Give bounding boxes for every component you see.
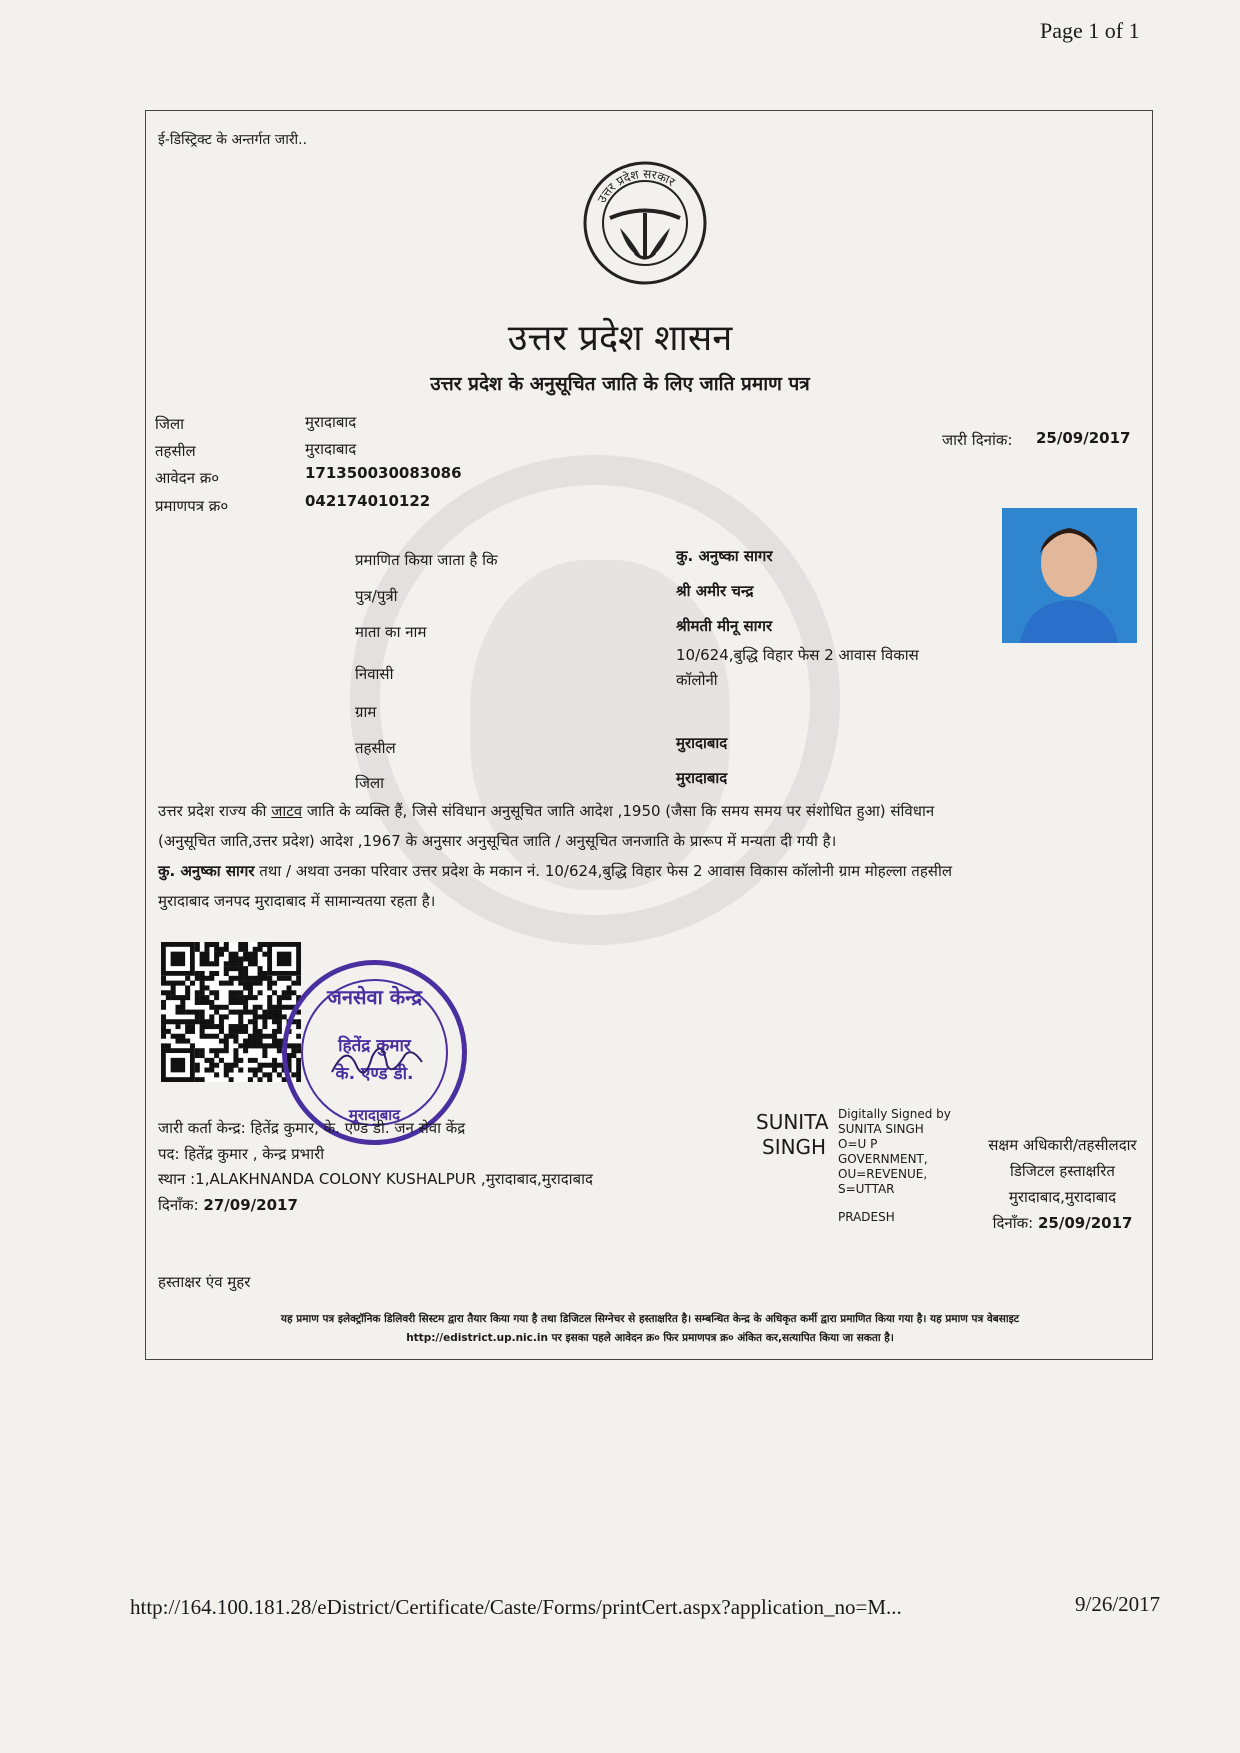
issuer-date <box>158 1195 298 1215</box>
svg-text:उत्तर प्रदेश सरकार <box>595 167 679 205</box>
authority-date-label: दिनाँक: <box>992 1214 1034 1232</box>
print-date: 9/26/2017 <box>1075 1592 1161 1616</box>
signer-first-name: SUNITA <box>756 1110 829 1134</box>
body-line2: (अनुसूचित जाति,उत्तर प्रदेश) आदेश ,1967 के अनुसार अनुसूचित जाति / अनुसूचित जनजाति के प्रारूप में मन्यता दी गयी है। <box>158 832 837 850</box>
district-value: मुरादाबाद <box>305 413 357 431</box>
signer-last-name: SINGH <box>762 1135 827 1159</box>
up-government-emblem-icon <box>580 158 710 288</box>
issuer-post: पद: हितेंद्र कुमार , केन्द्र प्रभारी <box>158 1145 325 1163</box>
stamp-inner-line2: के. एण्ड डी. <box>335 1064 414 1084</box>
issue-date-value: 25/09/2017 <box>1036 429 1131 447</box>
sig-detail-line: Digitally Signed by <box>838 1107 951 1121</box>
authority-date-value: 25/09/2017 <box>1037 1214 1133 1232</box>
resident-address-line1: 10/624,बुद्धि विहार फेस 2 आवास विकास <box>676 646 919 664</box>
child-of-label: पुत्र/पुत्री <box>355 587 398 605</box>
certificate-label: प्रमाणपत्र क्र० <box>155 497 229 515</box>
body-line1-pre: उत्तर प्रदेश राज्य की <box>158 802 272 820</box>
issuer-date-value: 27/09/2017 <box>203 1196 298 1214</box>
stamp-top-text: जनसेवा केन्द्र <box>327 985 422 1009</box>
resident-label: निवासी <box>355 665 394 683</box>
page-label: Page 1 of 1 <box>1040 18 1140 43</box>
edistrict-note: ई-डिस्ट्रिक्ट के अन्तर्गत जारी.. <box>158 132 308 148</box>
digital-signature-details <box>838 1107 951 1197</box>
tehsil-label: तहसील <box>155 442 196 460</box>
application-number: 171350030083086 <box>305 464 462 482</box>
details-tehsil-label: तहसील <box>355 739 396 757</box>
handwritten-signature <box>327 1037 427 1087</box>
village-label: ग्राम <box>355 703 377 721</box>
mother-label: माता का नाम <box>355 623 427 641</box>
applicant-name: कु. अनुष्का सागर <box>676 547 773 565</box>
sig-detail-line: S=UTTAR <box>838 1182 895 1196</box>
stamp-bottom-text: मुरादाबाद <box>348 1106 401 1124</box>
page-subtitle: उत्तर प्रदेश के अनुसूचित जाति के लिए जाति प्रमाण पत्र <box>430 373 810 395</box>
issue-date-label: जारी दिनांक: <box>942 431 1013 449</box>
issuer-place: स्थान :1,ALAKHNANDA COLONY KUSHALPUR ,मुरादाबाद,मुरादाबाद <box>158 1170 593 1188</box>
sig-detail-line: GOVERNMENT, <box>838 1152 928 1166</box>
sig-detail-line: OU=REVENUE, <box>838 1167 928 1181</box>
body-applicant-name: कु. अनुष्का सागर <box>158 862 255 880</box>
application-label: आवेदन क्र० <box>155 469 220 487</box>
father-name: श्री अमीर चन्द्र <box>676 582 754 600</box>
details-district-label: जिला <box>355 774 385 792</box>
body-line3: तथा / अथवा उनका परिवार उत्तर प्रदेश के मकान नं. 10/624,बुद्धि विहार फेस 2 आवास विकास कॉलोनी ग्राम मोहल्ला तहसील <box>254 862 952 880</box>
certificate-number: 042174010122 <box>305 492 431 510</box>
page-title: उत्तर प्रदेश शासन <box>507 318 733 359</box>
body-line1-post: जाति के व्यक्ति हैं, जिसे संविधान अनुसूचित जाति आदेश ,1950 (जैसा कि समय समय पर संशोधित हुआ) संविधान <box>302 802 935 820</box>
authority-designation: सक्षम अधिकारी/तहसीलदार <box>988 1136 1137 1154</box>
signature-seal-label: हस्ताक्षर एंव मुहर <box>158 1273 251 1291</box>
body-line4: मुरादाबाद जनपद मुरादाबाद में सामान्यतया रहता है। <box>158 892 436 910</box>
digital-signer-name <box>756 1110 829 1160</box>
footer-note <box>150 1310 1150 1348</box>
details-tehsil-value: मुरादाबाद <box>676 734 728 752</box>
sig-detail-line: SUNITA SINGH <box>838 1122 924 1136</box>
footer-note-line1: यह प्रमाण पत्र इलेक्ट्रॉनिक डिलिवरी सिस्टम द्वारा तैयार किया गया है तथा डिजिटल सिग्नेचर से हस्ताक्षरित है। सम्बन्धित केन्द्र के अधिकृत कर्मी द्वारा प्रमाणित किया गया है। यह प्रमाण पत्र वेबसाइट <box>280 1313 1020 1325</box>
sig-pradesh: PRADESH <box>838 1210 895 1224</box>
issuer-date-label: दिनाँक: <box>158 1196 199 1214</box>
details-district-value: मुरादाबाद <box>676 769 728 787</box>
authority-digital-signed: डिजिटल हस्ताक्षरित <box>1010 1162 1115 1180</box>
issuing-center: जारी कर्ता केन्द्र: हितेंद्र कुमार, के. एण्ड डी. जन सेवा केंद्र <box>158 1119 466 1137</box>
stamp-inner-line1: हितेंद्र कुमार <box>338 1036 411 1056</box>
authority-block <box>960 1132 1165 1236</box>
page-url: http://164.100.181.28/eDistrict/Certificate/Caste/Forms/printCert.aspx?application_no=M... <box>130 1595 902 1619</box>
applicant-photo <box>1002 508 1137 643</box>
qr-code <box>161 942 301 1082</box>
sig-detail-line: O=U P <box>838 1137 878 1151</box>
caste-name: जाटव <box>271 802 303 820</box>
resident-address-line2: कॉलोनी <box>676 671 718 689</box>
certificate-body <box>158 796 1148 916</box>
mother-name: श्रीमती मीनू सागर <box>676 617 773 635</box>
tehsil-value: मुरादाबाद <box>305 440 357 458</box>
footer-note-line2: http://edistrict.up.nic.in पर इसका पहले आवेदन क्र० फिर प्रमाणपत्र क्र० अंकित कर,सत्यापित किया जा सकता है। <box>406 1332 894 1344</box>
certify-label: प्रमाणित किया जाता है कि <box>355 551 498 569</box>
authority-location: मुरादाबाद,मुरादाबाद <box>1008 1188 1117 1206</box>
district-label: जिला <box>155 415 185 433</box>
emblem-text: उत्तर प्रदेश सरकार <box>594 166 678 206</box>
